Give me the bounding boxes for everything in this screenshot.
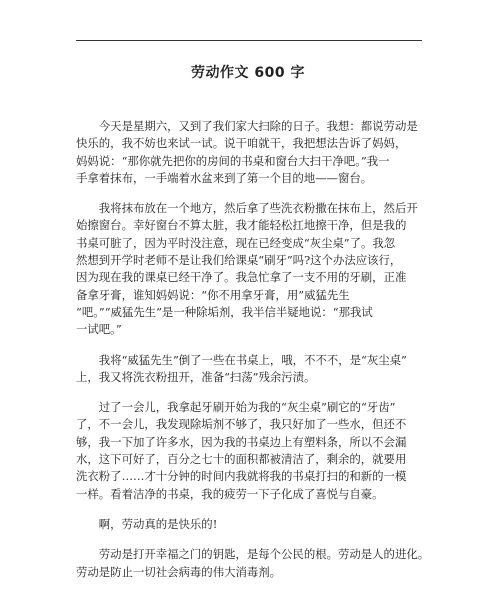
- text-line: 我将“威猛先生”倒了一些在书桌上，哦，不不不，是“灰尘桌”: [76, 352, 407, 367]
- text-line: 快乐的，我不妨也来试一试。说干咱就干，我把想法告诉了妈妈，: [76, 136, 407, 151]
- text-line: 始擦窗台。幸好窗台不算太脏，我才能轻松扛地擦干净，但是我的: [76, 218, 407, 233]
- text-line: 今天是星期六，又到了我们家大扫除的日子。我想：都说劳动是: [76, 119, 418, 133]
- text-line: 水，这下可好了，百分之七十的面积都被清洁了，剩余的，就要用: [76, 452, 407, 467]
- text-line: 啊，劳动真的是快乐的!: [76, 516, 218, 531]
- text-line: 备拿牙膏，谁知妈妈说：“你不用拿牙膏，用”威猛先生: [76, 287, 350, 302]
- text-line: 手拿着抹布，一手端着水盆来到了第一个目的地——窗台。: [76, 170, 373, 185]
- text-line: 够，我一下加了许多水，因为我的书桌边上有塑料条，所以不会漏: [76, 434, 407, 449]
- text-line: 了，不一会儿，我发现除垢剂不够了，我只好加了一些水，但还不: [76, 417, 407, 432]
- header-rule: [76, 40, 422, 41]
- text-line: 我将抹布放在一个地方，然后拿了些洗衣粉撒在抹布上，然后开: [76, 201, 418, 216]
- text-line: 然想到开学时老师不是让我们给课桌“刷牙”吗?这个办法应该行，: [76, 253, 402, 268]
- document-title: 劳动作文 600 字: [191, 65, 305, 81]
- text-line: 上，我又将洗衣粉扭开，准备“扫荡”残余污渍。: [76, 369, 316, 384]
- text-line: 劳动是防止一切社会病毒的伟大消毒剂。: [76, 564, 282, 579]
- text-line: 劳动是打开幸福之门的钥匙，是每个公民的根。劳动是人的进化。: [76, 547, 430, 562]
- text-line: 因为现在我的课桌已经干净了。我急忙拿了一支不用的牙刷，正准: [76, 270, 407, 285]
- paragraph-1: [76, 118, 436, 187]
- paragraph-6: [76, 546, 436, 581]
- text-line: “吧。”“威猛先生”是一种除垢剂，我半信半疑地说：“那我试: [76, 304, 373, 319]
- text-line: 一样。看着洁净的书桌，我的疲劳一下子化成了喜悦与自豪。: [76, 486, 384, 501]
- paragraph-3: [76, 352, 436, 387]
- paragraph-2: [76, 200, 436, 338]
- text-line: 妈妈说：“那你就先把你的房间的书桌和窗台大扫干净吧。”我一: [76, 153, 390, 168]
- paragraph-5: [76, 516, 436, 533]
- text-line: 书桌可脏了，因为平时没注意，现在已经变成“灰尘桌”了。我忽: [76, 235, 396, 250]
- paragraph-4: [76, 399, 436, 503]
- text-line: 过了一会儿，我拿起牙刷开始为我的“灰尘桌”刷它的“牙齿”: [76, 400, 396, 415]
- text-line: 一试吧。”: [76, 322, 122, 337]
- text-line: 洗衣粉了……才十分钟的时间内我就将我的书桌打扫的和新的一模: [76, 469, 407, 484]
- document-body: [76, 118, 436, 594]
